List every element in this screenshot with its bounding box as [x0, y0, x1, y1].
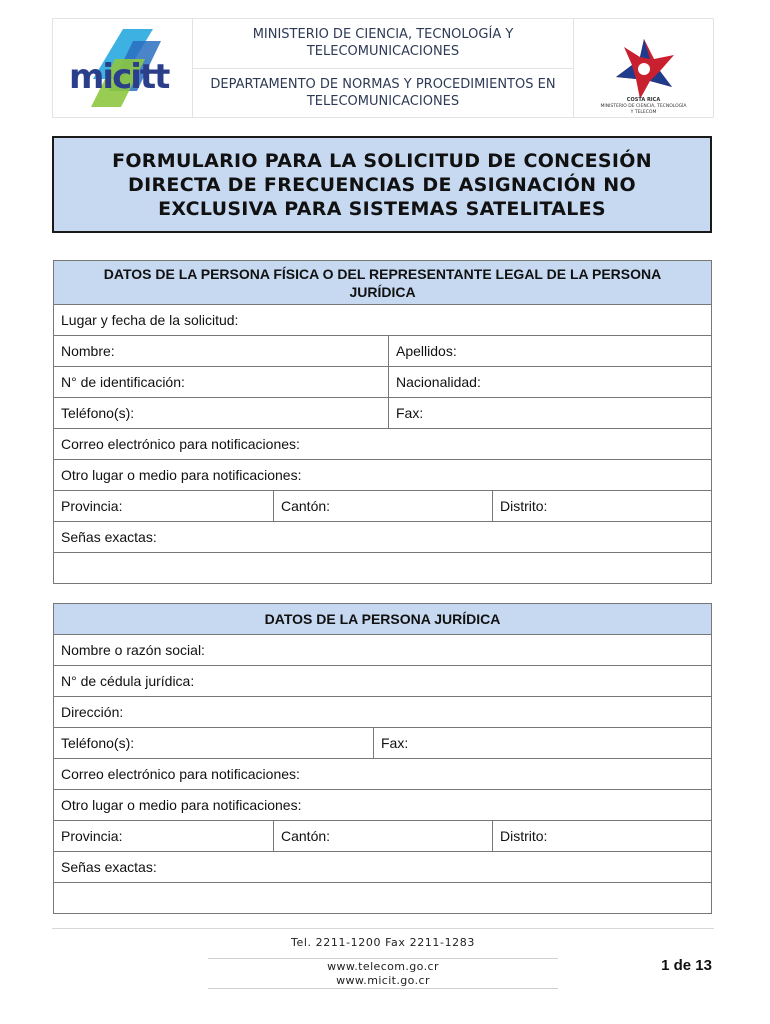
- footer-divider: [52, 928, 714, 929]
- costa-rica-star-icon: [574, 25, 714, 105]
- table-row: [54, 429, 712, 460]
- costa-rica-caption: COSTA RICA: [626, 97, 661, 103]
- micitt-logo-text: micitt: [69, 57, 169, 97]
- table-row: [54, 728, 712, 759]
- section-2-heading: DATOS DE LA PERSONA JURÍDICA: [54, 604, 712, 635]
- field-direccion[interactable]: Dirección:: [54, 697, 712, 728]
- table-row: [54, 790, 712, 821]
- table-row: [54, 261, 712, 305]
- telecom-link[interactable]: www.telecom.go.cr: [327, 960, 439, 973]
- field-telefono-juridica[interactable]: Teléfono(s):: [54, 728, 374, 759]
- ministry-caption: MINISTERIO DE CIENCIA, TECNOLOGÍA: [600, 104, 687, 109]
- page-number: 1 de 13: [661, 957, 712, 974]
- footer-phone: Tel. 2211-1200 Fax 2211-1283: [291, 936, 475, 949]
- table-row: [54, 460, 712, 491]
- field-correo-juridica[interactable]: Correo electrónico para notificaciones:: [54, 759, 712, 790]
- table-row: [54, 852, 712, 883]
- field-apellidos[interactable]: Apellidos:: [389, 336, 712, 367]
- section-natural-person-table: [53, 260, 712, 584]
- field-fax-juridica[interactable]: Fax:: [374, 728, 712, 759]
- ministry-name: MINISTERIO DE CIENCIA, TECNOLOGÍA Y TELECOMUNICACIONES: [193, 19, 573, 69]
- table-row: [54, 553, 712, 584]
- field-telefono[interactable]: Teléfono(s):: [54, 398, 389, 429]
- field-identificacion[interactable]: N° de identificación:: [54, 367, 389, 398]
- costa-rica-ministry-logo: [573, 19, 713, 117]
- table-row: [54, 821, 712, 852]
- field-senas-juridica-input[interactable]: [54, 883, 712, 914]
- field-senas-juridica[interactable]: Señas exactas:: [54, 852, 712, 883]
- table-row: [54, 635, 712, 666]
- department-name: DEPARTAMENTO DE NORMAS Y PROCEDIMIENTOS EN TELECOMUNICACIONES: [210, 76, 556, 109]
- table-row: [54, 336, 712, 367]
- field-distrito[interactable]: Distrito:: [493, 491, 712, 522]
- field-otro-lugar[interactable]: Otro lugar o medio para notificaciones:: [54, 460, 712, 491]
- table-row: [54, 522, 712, 553]
- field-lugar-fecha[interactable]: Lugar y fecha de la solicitud:: [54, 305, 712, 336]
- field-nombre[interactable]: Nombre:: [54, 336, 389, 367]
- ministry-caption-2: Y TELECOM: [630, 110, 657, 115]
- field-razon-social[interactable]: Nombre o razón social:: [54, 635, 712, 666]
- field-cedula-juridica[interactable]: N° de cédula jurídica:: [54, 666, 712, 697]
- field-canton[interactable]: Cantón:: [274, 491, 493, 522]
- field-senas[interactable]: Señas exactas:: [54, 522, 712, 553]
- field-otro-lugar-juridica[interactable]: Otro lugar o medio para notificaciones:: [54, 790, 712, 821]
- header-titles: [193, 19, 573, 117]
- table-row: [54, 367, 712, 398]
- section-1-heading: DATOS DE LA PERSONA FÍSICA O DEL REPRESENTANTE LEGAL DE LA PERSONA JURÍDICA: [54, 261, 712, 305]
- table-row: [54, 697, 712, 728]
- form-title: FORMULARIO PARA LA SOLICITUD DE CONCESIÓN DIRECTA DE FRECUENCIAS DE ASIGNACIÓN NO EXCLUSIVA PARA SISTEMAS SATELITALES: [52, 136, 712, 233]
- document-header: [52, 18, 714, 118]
- micit-link[interactable]: www.micit.go.cr: [336, 974, 430, 987]
- table-row: [54, 604, 712, 635]
- micitt-logo: [53, 19, 193, 117]
- field-provincia[interactable]: Provincia:: [54, 491, 274, 522]
- table-row: [54, 305, 712, 336]
- field-distrito-juridica[interactable]: Distrito:: [493, 821, 712, 852]
- table-row: [54, 398, 712, 429]
- field-fax[interactable]: Fax:: [389, 398, 712, 429]
- table-row: [54, 759, 712, 790]
- field-canton-juridica[interactable]: Cantón:: [274, 821, 493, 852]
- footer-links: [208, 958, 558, 989]
- table-row: [54, 666, 712, 697]
- field-senas-input[interactable]: [54, 553, 712, 584]
- field-nacionalidad[interactable]: Nacionalidad:: [389, 367, 712, 398]
- field-provincia-juridica[interactable]: Provincia:: [54, 821, 274, 852]
- field-correo[interactable]: Correo electrónico para notificaciones:: [54, 429, 712, 460]
- section-legal-entity-table: [53, 603, 712, 914]
- table-row: [54, 491, 712, 522]
- table-row: [54, 883, 712, 914]
